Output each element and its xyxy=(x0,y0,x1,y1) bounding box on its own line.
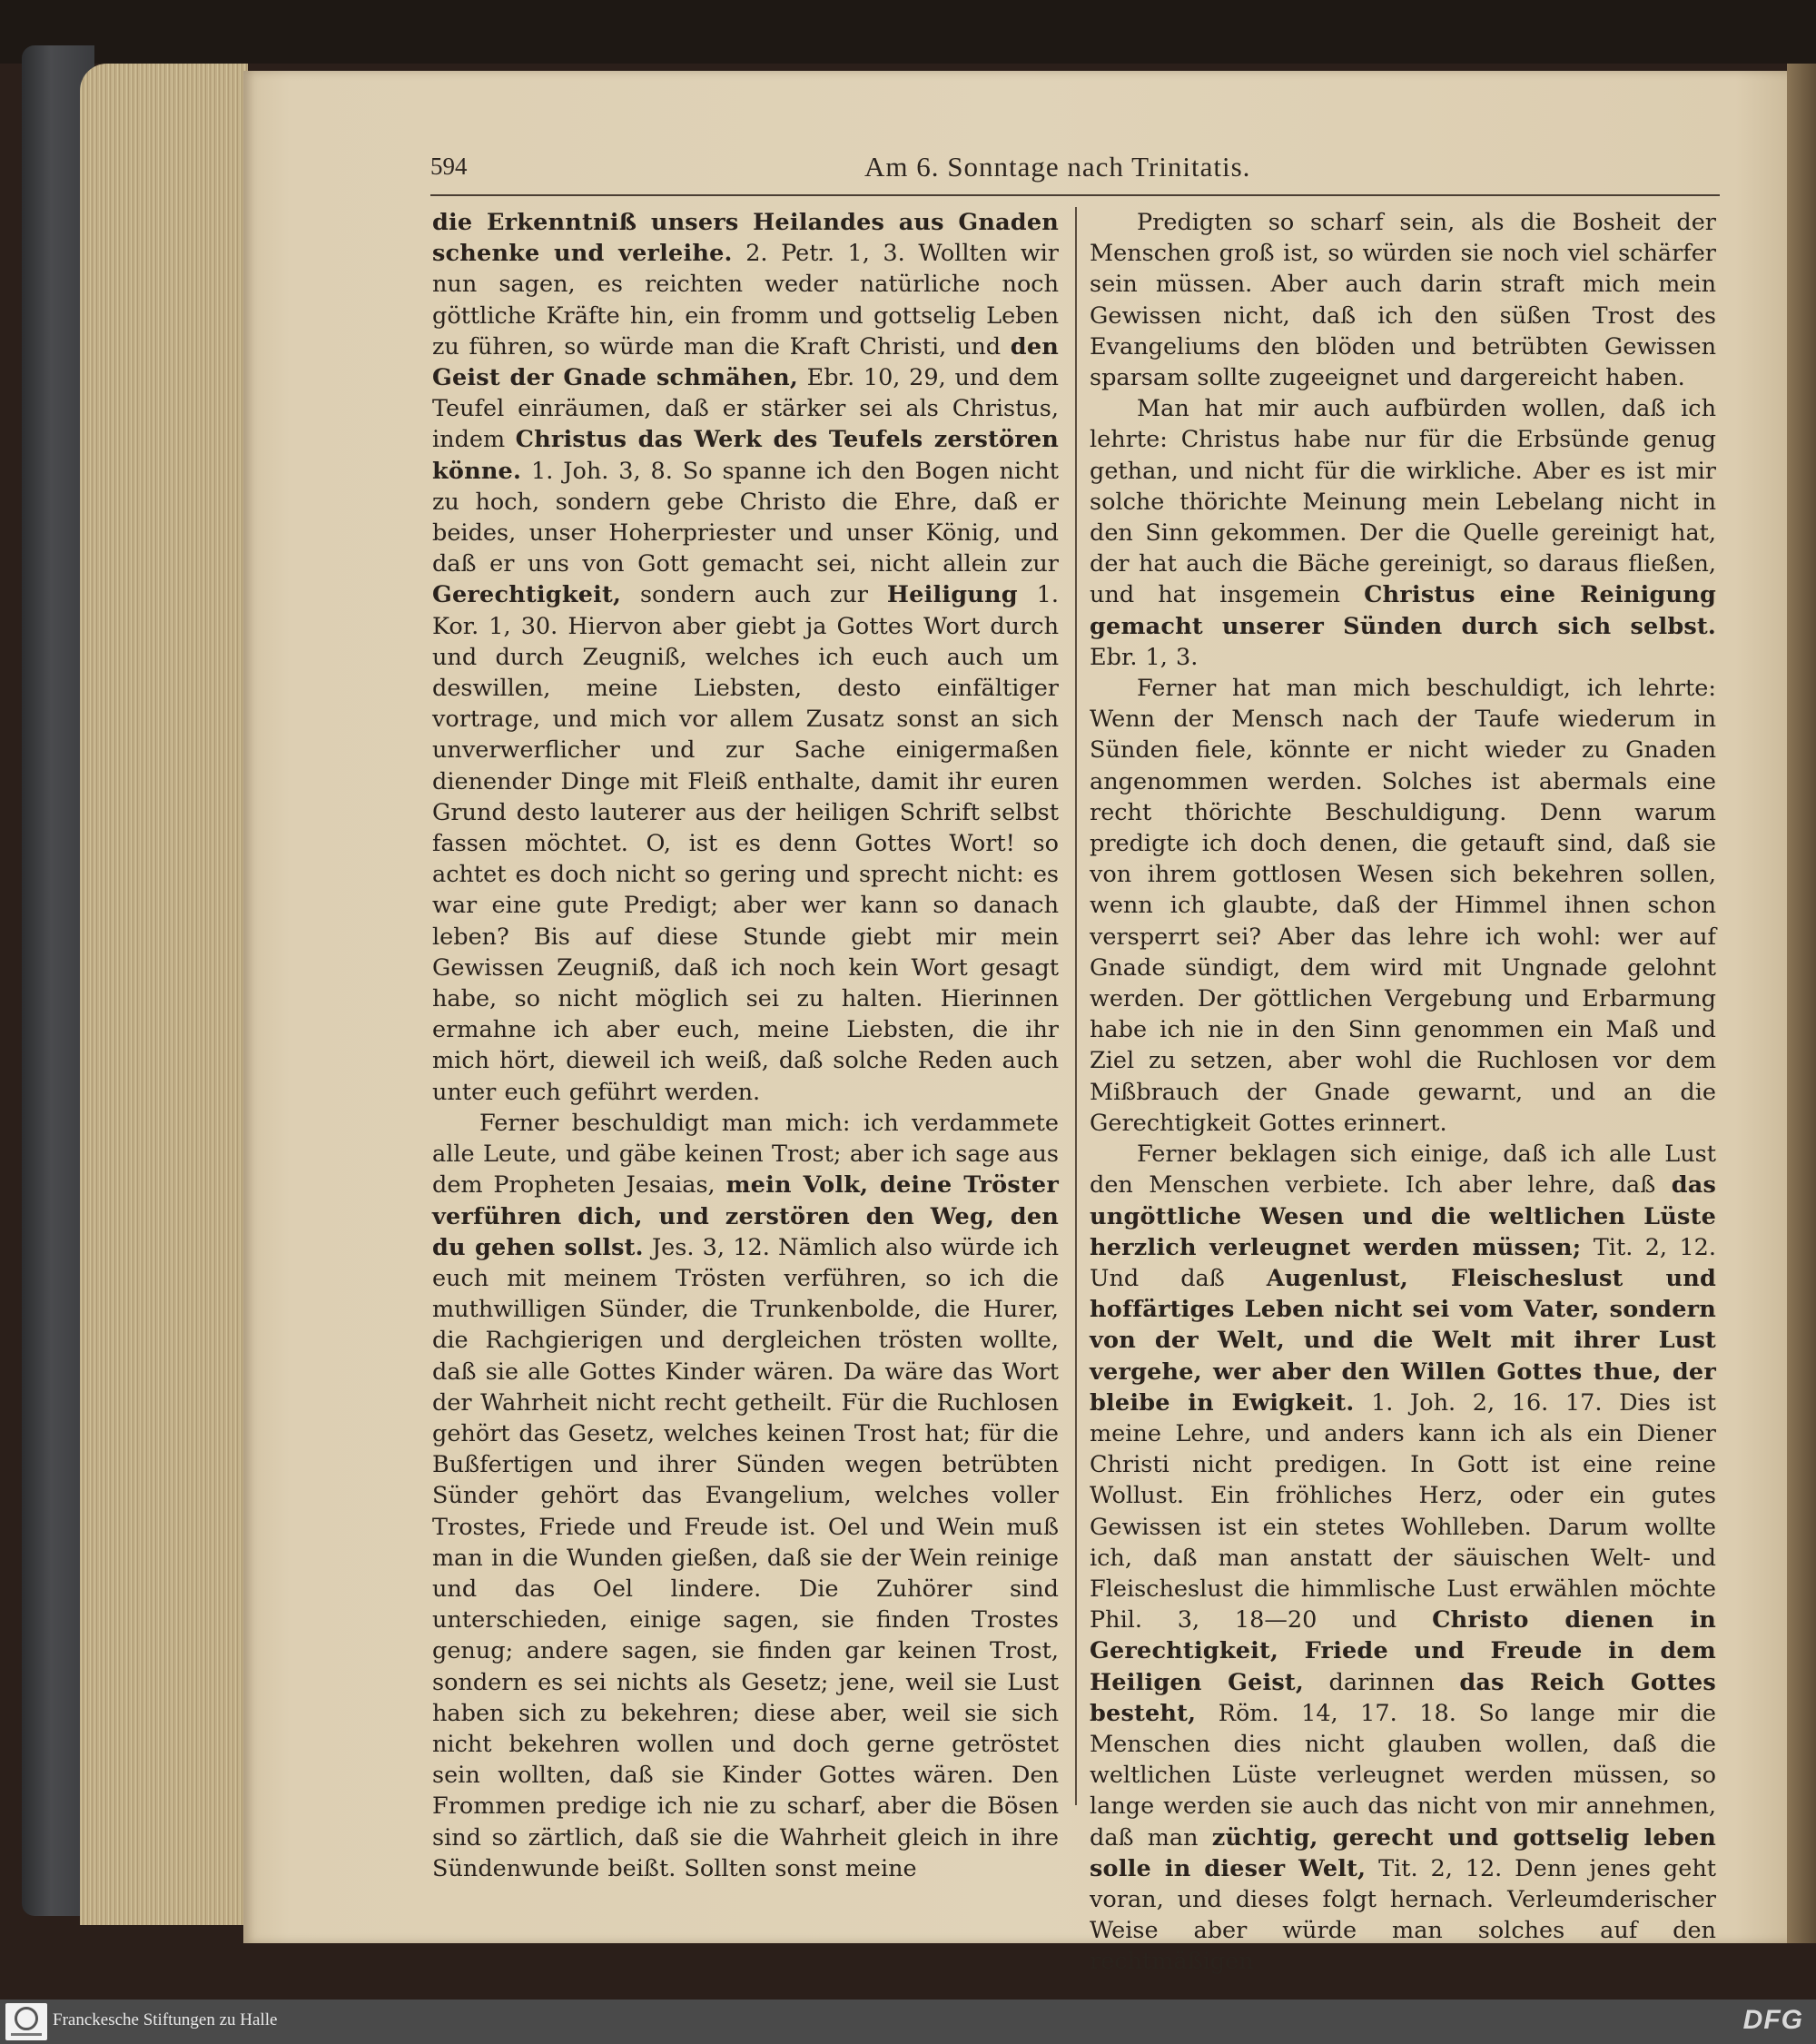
right-column xyxy=(1090,207,1716,1978)
book-page-edges xyxy=(80,64,248,1925)
emphasized-text: Christus eine Reinigung gemacht unserer Sünden durch sich selbst. xyxy=(1090,581,1716,640)
institution-name: Franckesche Stiftungen zu Halle xyxy=(53,2010,278,2029)
text-run: Tit. 2, 12. Und daß xyxy=(1090,1233,1716,1292)
paragraph xyxy=(1090,393,1716,673)
text-run: Röm. 14, 17. 18. So lange mir die Menschen dies nicht glauben wollen, daß die weltlichen Lüste verleugnet werden müssen, so lange werden sie auch das nicht von mir annehmen, daß man xyxy=(1090,1699,1716,1851)
text-run: Man hat mir auch aufbürden wollen, daß ich lehrte: Christus habe nur für die Erbsünde genug gethan, und nicht für die wirkliche. Aber es ist mir solche thörichte Meinung mein Lebelang nicht in den Sinn gekommen. Der die Quelle gereinigt hat, der hat auch die Bäche gereinigt, so daraus fließen, und hat insgemein xyxy=(1090,395,1716,609)
page-header xyxy=(430,145,1720,189)
emphasized-text: Gerechtigkeit, xyxy=(432,581,622,609)
emphasized-text: mein Volk, deine Tröster verführen dich, und zerstören den Weg, den du gehen sollst. xyxy=(432,1171,1059,1261)
text-run: Tit. 2, 12. Denn jenes geht voran, und dieses folgt hernach. Verleumderischer Weise aber würde man solches auf den rechtmäßigen xyxy=(1090,1854,1716,1976)
emphasized-text: Augenlust, Fleischeslust und hoffärtiges Leben nicht sei vom Vater, sondern von der Welt, und die Welt mit ihrer Lust vergehe, wer aber den Willen Gottes thue, der bleibe in Ewigkeit. xyxy=(1090,1264,1716,1417)
text-run: Ferner beschuldigt man mich: ich verdammete alle Leute, und gäbe keinen Trost; aber ich sage aus dem Propheten Jesaias, xyxy=(432,1109,1059,1200)
text-run: Jes. 3, 12. Nämlich also würde ich euch mit meinem Trösten verführen, so ich die muthwilligen Sünder, die Trunkenbolde, die Hurer, die Rachgierigen und dergleichen trösten wollte, daß sie alle Gottes Kinder wären. Da wäre das Wort der Wahrheit nicht recht getheilt. Für die Ruchlosen gehört das Gesetz, welches keinen Trost hat; für die Bußfertigen und ihrer Sünden wegen betrübten Sünder gehört das Evangelium, welches voller Trostes, Friede und Freude ist. Oel und Wein muß man in die Wunden gießen, daß sie der Wein reinige und das Oel lindere. Die Zuhörer sind unterschieden, einige sagen, sie finden Trostes genug; andere sagen, sie finden gar keinen Trost, sondern es sei nichts als Gesetz; jene, weil sie Lust haben sich zu bekehren; diese aber, weil sie sich nicht bekehren wollen und doch gerne getröstet sein wollten, daß sie Kinder Gottes wären. Den Frommen predige ich nie zu scharf, aber die Bösen sind so zärtlich, daß sie die Wahrheit gleich in ihre Sündenwunde beißt. Sollten sonst meine xyxy=(432,1233,1059,1882)
paragraph xyxy=(1090,207,1716,393)
emphasized-text: Christus das Werk des Teufels zerstören könne. xyxy=(432,426,1060,485)
logo-caption-line xyxy=(11,2033,42,2036)
emphasized-text: Heiligung xyxy=(886,581,1018,609)
text-run: Ferner hat man mich beschuldigt, ich lehrte: Wenn der Mensch nach der Taufe wiederum in Sünden fiele, könnte er nicht wieder zu Gnaden angenommen werden. Solches ist abermals eine recht thörichte Beschuldigung. Denn warum predigte ich doch denen, die getauft sind, daß sie von ihrem gottlosen Wesen sich bekehren sollen, wenn ich glaubte, daß der Himmel ihnen schon versperrt sei? Aber das lehre ich wohl: wer auf Gnade sündigt, dem wird mit Ungnade gelohnt werden. Der göttlichen Vergebung und Erbarmung habe ich nie in den Sinn genommen ein Maß und Ziel zu setzen, aber wohl die Ruchlosen vor dem Mißbrauch der Gnade gewarnt, und an die Gerechtigkeit Gottes erinnert. xyxy=(1090,675,1716,1137)
text-run: Ebr. 10, 29, und dem Teufel einräumen, daß er stärker sei als Christus, indem xyxy=(432,364,1059,454)
text-run: Ferner beklagen sich einige, daß ich alle Lust den Menschen verbiete. Ich aber lehre, daß xyxy=(1090,1140,1716,1200)
emphasized-text: das Reich Gottes besteht, xyxy=(1090,1668,1716,1727)
running-title: Am 6. Sonntage nach Trinitatis. xyxy=(864,151,1251,183)
emphasized-text: das ungöttliche Wesen und die weltlichen Lüste herzlich verleugnet werden müssen; xyxy=(1090,1171,1716,1261)
paragraph xyxy=(432,1108,1059,1884)
logo-emblem-icon xyxy=(15,2007,38,2030)
left-column xyxy=(432,207,1059,1884)
institution-logo-icon xyxy=(5,2003,47,2040)
viewer-footer xyxy=(0,2000,1816,2044)
page-number: 594 xyxy=(430,153,468,180)
header-rule xyxy=(430,194,1720,196)
text-run: 2. Petr. 1, 3. Wollten wir nun sagen, es reichten weder natürliche noch göttliche Kräfte hin, ein fromm und gottselig Leben zu führen, so würde man die Kraft Christi, und xyxy=(432,240,1059,360)
paragraph xyxy=(432,207,1059,1108)
text-run: 1. Joh. 3, 8. So spanne ich den Bogen nicht zu hoch, sondern gebe Christo die Ehre, daß er beides, unser Hoherpriester und unser König, und daß er uns von Gott gemacht sei, nicht allein zur xyxy=(432,457,1059,578)
emphasized-text: den Geist der Gnade schmähen, xyxy=(432,332,1059,392)
text-run: sondern auch zur xyxy=(621,581,887,609)
paragraph xyxy=(1090,1139,1716,1977)
text-run: 1. Joh. 2, 16. 17. Dies ist meine Lehre, und anders kann ich als ein Diener Christi nicht predigen. In Gott ist eine reine Wollust. Ein fröhliches Herz, oder ein gutes Gewissen ist ein stetes Wohlleben. Darum wollte ich, daß man anstatt der säuischen Welt- und Fleischeslust die himmlische Lust erwählen möchte Phil. 3, 18—20 und xyxy=(1090,1388,1716,1634)
background-top xyxy=(0,0,1816,64)
facing-page-edge xyxy=(1787,64,1816,1943)
text-run: Predigten so scharf sein, als die Bosheit der Menschen groß ist, so würden sie noch viel schärfer sein müssen. Aber auch darin straft mich mein Gewissen nicht, daß ich den süßen Trost des Evangeliums den blöden und betrübten Gewissen sparsam sollte zugeeignet und dargereicht haben. xyxy=(1090,209,1716,392)
text-run: 1. Kor. 1, 30. Hiervon aber giebt ja Gottes Wort durch und durch Zeugniß, welches ich euch auch um deswillen, meine Liebsten, desto einfältiger vortrage, und mich vor allem Zusatz sonst an sich unverwerflicher und zur Sache einigermaßen dienender Dinge mit Fleiß enthalte, damit ihr euren Grund desto lauterer aus der heiligen Schrift selbst fassen möchtet. O, ist es denn Gottes Wort! so achtet es doch nicht so gering und sprecht nicht: es war eine gute Predigt; aber wer kann so danach leben? Bis auf diese Stunde giebt mir mein Gewissen Zeugniß, daß ich noch kein Wort gesagt habe, so nicht möglich sei zu halten. Hierinnen ermahne ich aber euch, meine Liebsten, die ihr mich hört, dieweil ich weiß, daß solche Reden auch unter euch geführt werden. xyxy=(432,581,1059,1106)
dfg-logo: DFG xyxy=(1742,2005,1803,2035)
emphasized-text: die Erkenntniß unsers Heilandes aus Gnaden schenke und verleihe. xyxy=(432,209,1059,268)
emphasized-text: Christo dienen in Gerechtigkeit, Friede und Freude in dem Heiligen Geist, xyxy=(1090,1606,1716,1696)
emphasized-text: züchtig, gerecht und gottselig leben solle in dieser Welt, xyxy=(1090,1823,1717,1882)
paragraph xyxy=(1090,673,1716,1139)
column-divider xyxy=(1075,207,1077,1805)
text-run: darinnen xyxy=(1304,1668,1460,1696)
text-run: Ebr. 1, 3. xyxy=(1090,643,1199,671)
